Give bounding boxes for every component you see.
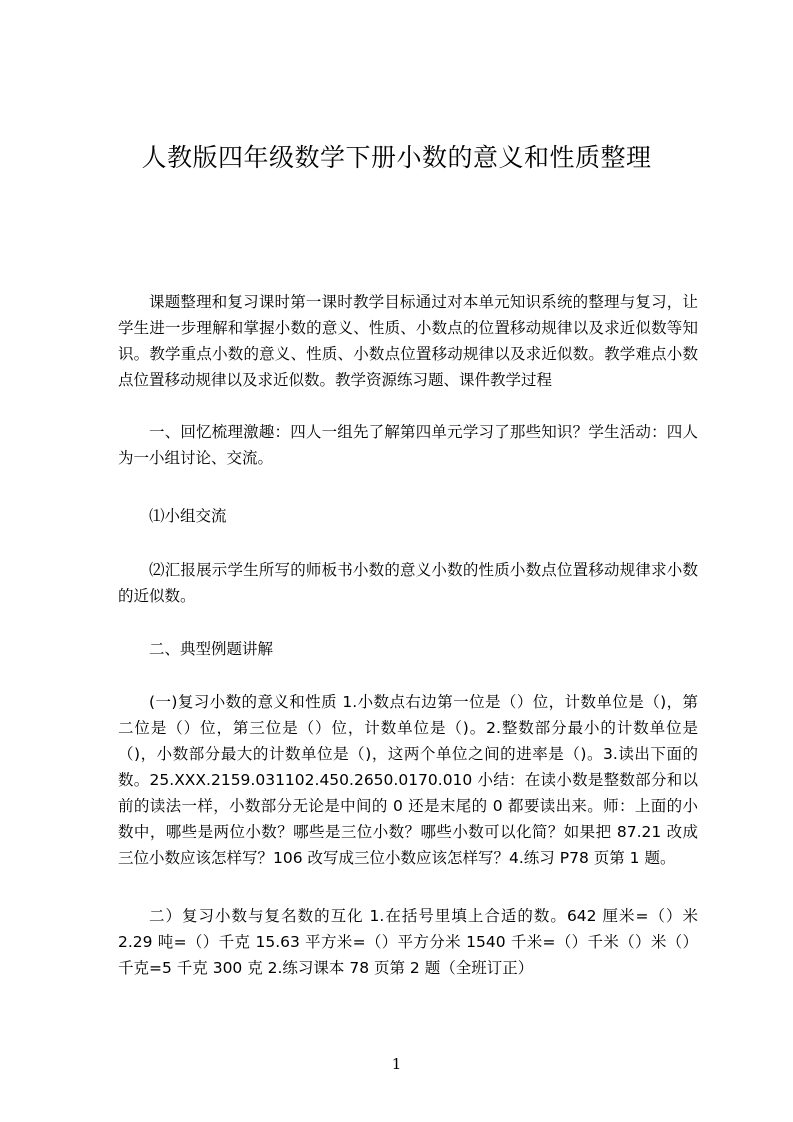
paragraph-intro: 课题整理和复习课时第一课时教学目标通过对本单元知识系统的整理与复习，让学生进一步理解和掌握小数的意义、性质、小数点的位置移动规律以及求近似数等知识。教学重点小数的意义、性质、小数点位置移动规律以及求近似数。教学难点小数点位置移动规律以及求近似数。教学资源练习题、课件教学过程 [118,293,698,389]
paragraph-decimal-compound-review: 二）复习小数与复名数的互化 1.在括号里填上合适的数。642 厘米=（）米 2.29 吨=（）千克 15.63 平方米=（）平方分米 1540 千米=（）千米（）米（）千克=5 千克 300 克 2.练习课本 78 页第 2 题（全班订正） [118,907,698,977]
paragraph-section-one: 一、回忆梳理激趣：四人一组先了解第四单元学习了那些知识？学生活动：四人为一小组讨论、交流。 [118,423,698,467]
paragraph-report-display: ⑵汇报展示学生所写的师板书小数的意义小数的性质小数点位置移动规律求小数的近似数。 [118,561,698,605]
page-number: 1 [391,1055,402,1073]
paragraph-group-exchange: ⑴小组交流 [149,507,227,525]
paragraph-section-two-heading: 二、典型例题讲解 [149,640,274,658]
paragraph-decimal-meaning-review: (一)复习小数的意义和性质 1.小数点右边第一位是（）位，计数单位是（)，第二位是（）位，第三位是（）位，计数单位是（)。2.整数部分最小的计数单位是（)，小数部分最大的计数单位是（)，这两个单位之间的进率是（)。3.读出下面的数。25.XXX.2159.031102.450.2650.0170.010 小结：在读小数是整数部分和以前的读法一样，小数部分无论是中间的 0 还是末尾的 0 都要读出来。师：上面的小数中，哪些是两位小数？哪些是三位小数？哪些小数可以化简？如果把 87.21 改成三位小数应该怎样写？106 改写成三位小数应该怎样写？4.练习 P78 页第 1 题。 [118,693,698,867]
document-title: 人教版四年级数学下册小数的意义和性质整理 [141,143,652,172]
